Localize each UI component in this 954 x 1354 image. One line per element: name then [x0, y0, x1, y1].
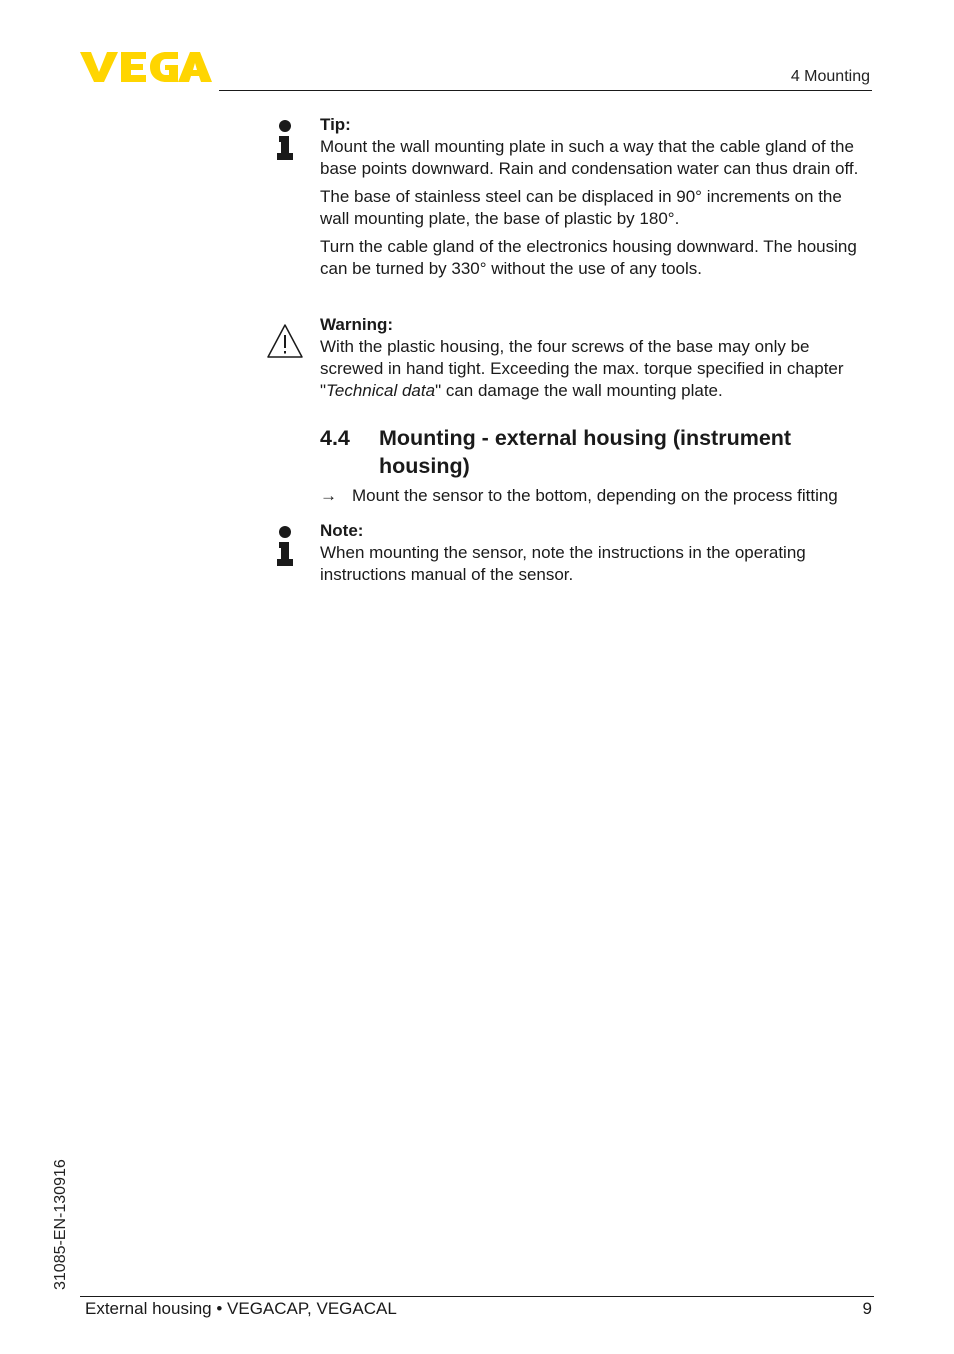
tip-paragraph: The base of stainless steel can be displaced in 90° increments on the wall mounting plate, the base of plastic by 180°.: [320, 187, 842, 228]
section-title: Mounting - external housing (instrument housing): [379, 426, 792, 478]
warning-label: Warning:: [320, 315, 394, 334]
arrow-right-icon: →: [320, 486, 337, 505]
warning-text-reference: Technical data: [326, 381, 436, 400]
info-icon: [276, 526, 294, 566]
warning-icon: [266, 323, 304, 359]
info-icon: [276, 120, 294, 160]
footer-divider: [80, 1296, 874, 1297]
warning-text: [320, 336, 874, 402]
tip-block: [320, 114, 874, 280]
footer-title: External housing • VEGACAP, VEGACAL: [85, 1299, 397, 1318]
header-divider: [219, 90, 872, 91]
step-text: Mount the sensor to the bottom, depending on the process fitting: [352, 486, 838, 505]
section-heading: [320, 424, 860, 480]
vega-logo: [80, 50, 212, 84]
page-number: 9: [862, 1299, 872, 1318]
warning-text-end: " can damage the wall mounting plate.: [435, 381, 723, 400]
tip-paragraph: Mount the wall mounting plate in such a way that the cable gland of the base points downward. Rain and condensation water can thus drain off.: [320, 137, 859, 178]
note-label: Note:: [320, 521, 364, 540]
instruction-step: [320, 485, 880, 507]
note-block: [320, 520, 874, 586]
note-text: When mounting the sensor, note the instructions in the operating instructions manual of the sensor.: [320, 543, 806, 584]
document-code: 31085-EN-130916: [52, 1159, 69, 1290]
header-section-title: 4 Mounting: [790, 68, 870, 85]
warning-text-start: With the plastic housing, the four screws of the base may only be screwed in hand tight. Exceeding the max. torque specified in chapter ": [320, 337, 844, 400]
warning-block: [320, 314, 874, 402]
tip-paragraph: Turn the cable gland of the electronics housing downward. The housing can be turned by 330° without the use of any tools.: [320, 237, 857, 278]
tip-label: Tip:: [320, 115, 351, 134]
section-number: 4.4: [320, 426, 350, 450]
